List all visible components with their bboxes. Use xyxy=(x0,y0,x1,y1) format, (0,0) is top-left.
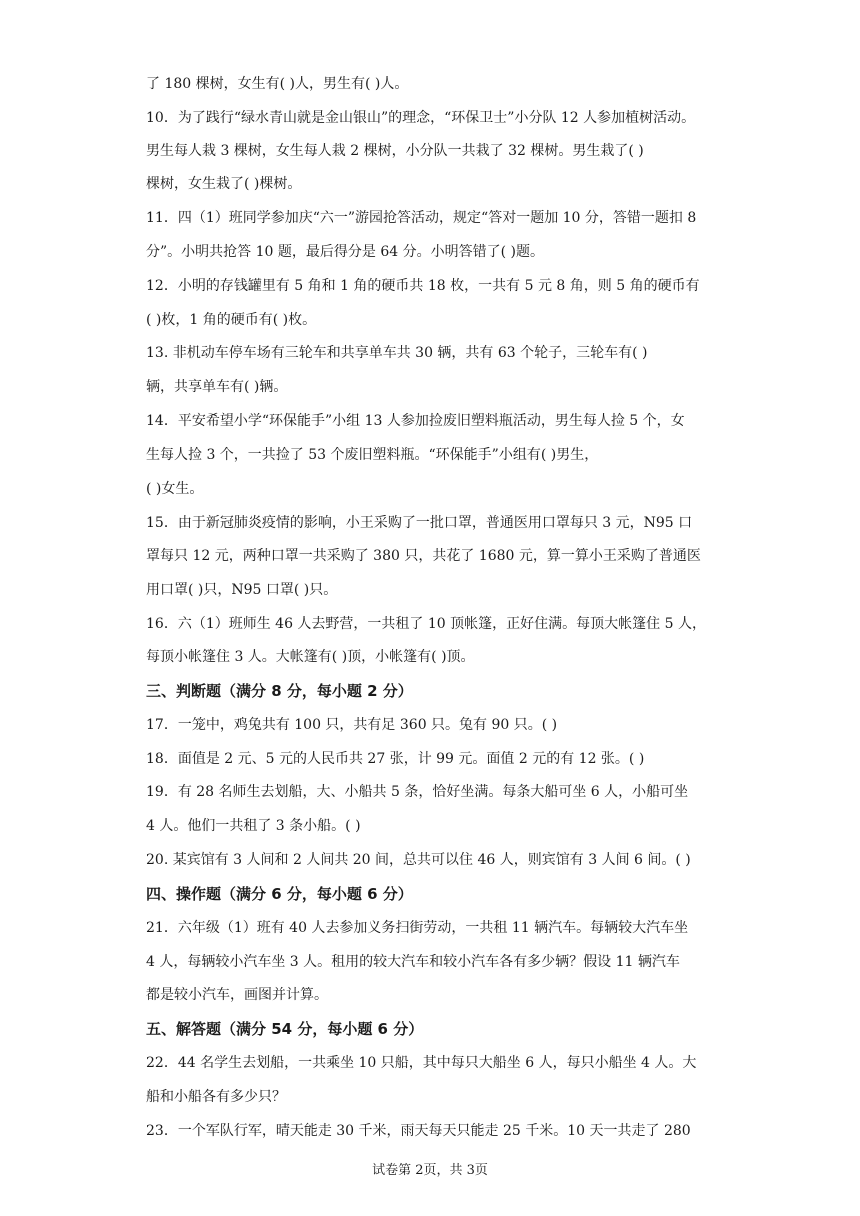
question-line: ( )枚，1 角的硬币有( )枚。 xyxy=(146,312,317,328)
question-line: 16．六（1）班师生 46 人去野营，一共租了 10 顶帐篷，正好住满。每顶大帐篷住 5 人， xyxy=(146,616,706,632)
question-line: 13. 非机动车停车场有三轮车和共享单车共 30 辆，共有 63 个轮子，三轮车有( ) xyxy=(146,345,648,361)
question-line: 用口罩( )只，N95 口罩( )只。 xyxy=(146,582,338,598)
question-line: 14．平安希望小学“环保能手”小组 13 人参加捡废旧塑料瓶活动，男生每人捡 5 个，女 xyxy=(146,413,685,429)
question-line: 了 180 棵树，女生有( )人，男生有( )人。 xyxy=(146,76,409,92)
question-line: 19．有 28 名师生去划船，大、小船共 5 条，恰好坐满。每条大船可坐 6 人，小船可坐 xyxy=(146,784,689,800)
question-line: 22．44 名学生去划船，一共乘坐 10 只船，其中每只大船坐 6 人，每只小船坐 4 人。大 xyxy=(146,1055,697,1071)
question-line: 辆，共享单车有( )辆。 xyxy=(146,379,288,395)
question-line: 4 人，每辆较小汽车坐 3 人。租用的较大汽车和较小汽车各有多少辆？假设 11 辆汽车 xyxy=(146,954,680,970)
question-line: 18．面值是 2 元、5 元的人民币共 27 张，计 99 元。面值 2 元的有 12 张。( ) xyxy=(146,751,645,767)
page-footer: 试卷第 2页，共 3页 xyxy=(372,1163,488,1178)
question-line: 棵树，女生栽了( )棵树。 xyxy=(146,176,302,192)
question-line: 分”。小明共抢答 10 题，最后得分是 64 分。小明答错了( )题。 xyxy=(146,244,544,260)
question-line: 21．六年级（1）班有 40 人去参加义务扫街劳动，一共租 11 辆汽车。每辆较大汽车坐 xyxy=(146,920,689,936)
question-line: 23．一个军队行军，晴天能走 30 千米，雨天每天只能走 25 千米。10 天一共走了 280 xyxy=(146,1123,691,1139)
question-line: 10．为了践行“绿水青山就是金山银山”的理念，“环保卫士”小分队 12 人参加植树活动。 xyxy=(146,110,696,126)
question-line: 生每人捡 3 个，一共捡了 53 个废旧塑料瓶。“环保能手”小组有( )男生， xyxy=(146,447,599,463)
question-line: 罩每只 12 元，两种口罩一共采购了 380 只，共花了 1680 元，算一算小王采购了普通医 xyxy=(146,548,701,564)
question-line: 15．由于新冠肺炎疫情的影响，小王采购了一批口罩，普通医用口罩每只 3 元，N95 口 xyxy=(146,515,693,531)
question-line: 4 人。他们一共租了 3 条小船。( ) xyxy=(146,818,361,834)
question-line: 12．小明的存钱罐里有 5 角和 1 角的硬币共 18 枚，一共有 5 元 8 角，则 5 角的硬币有 xyxy=(146,278,700,294)
question-line: 每顶小帐篷住 3 人。大帐篷有( )顶，小帐篷有( )顶。 xyxy=(146,649,475,665)
question-line: 11．四（1）班同学参加庆“六一”游园抢答活动，规定“答对一题加 10 分，答错一题扣 8 xyxy=(146,210,697,226)
question-line: 都是较小汽车，画图并计算。 xyxy=(146,987,328,1003)
question-line: 船和小船各有多少只？ xyxy=(146,1089,286,1105)
question-line: 17．一笼中，鸡兔共有 100 只，共有足 360 只。兔有 90 只。( ) xyxy=(146,717,558,733)
question-line: 男生每人栽 3 棵树，女生每人栽 2 棵树，小分队一共栽了 32 棵树。男生栽了( ) xyxy=(146,143,644,159)
section-heading-judgment: 三、判断题（满分 8 分，每小题 2 分） xyxy=(146,682,413,700)
section-heading-operation: 四、操作题（满分 6 分，每小题 6 分） xyxy=(146,885,413,903)
question-line: ( )女生。 xyxy=(146,481,204,497)
section-heading-answer: 五、解答题（满分 54 分，每小题 6 分） xyxy=(146,1020,424,1038)
question-line: 20. 某宾馆有 3 人间和 2 人间共 20 间，总共可以住 46 人，则宾馆有 3 人间 6 间。( ) xyxy=(146,852,691,868)
